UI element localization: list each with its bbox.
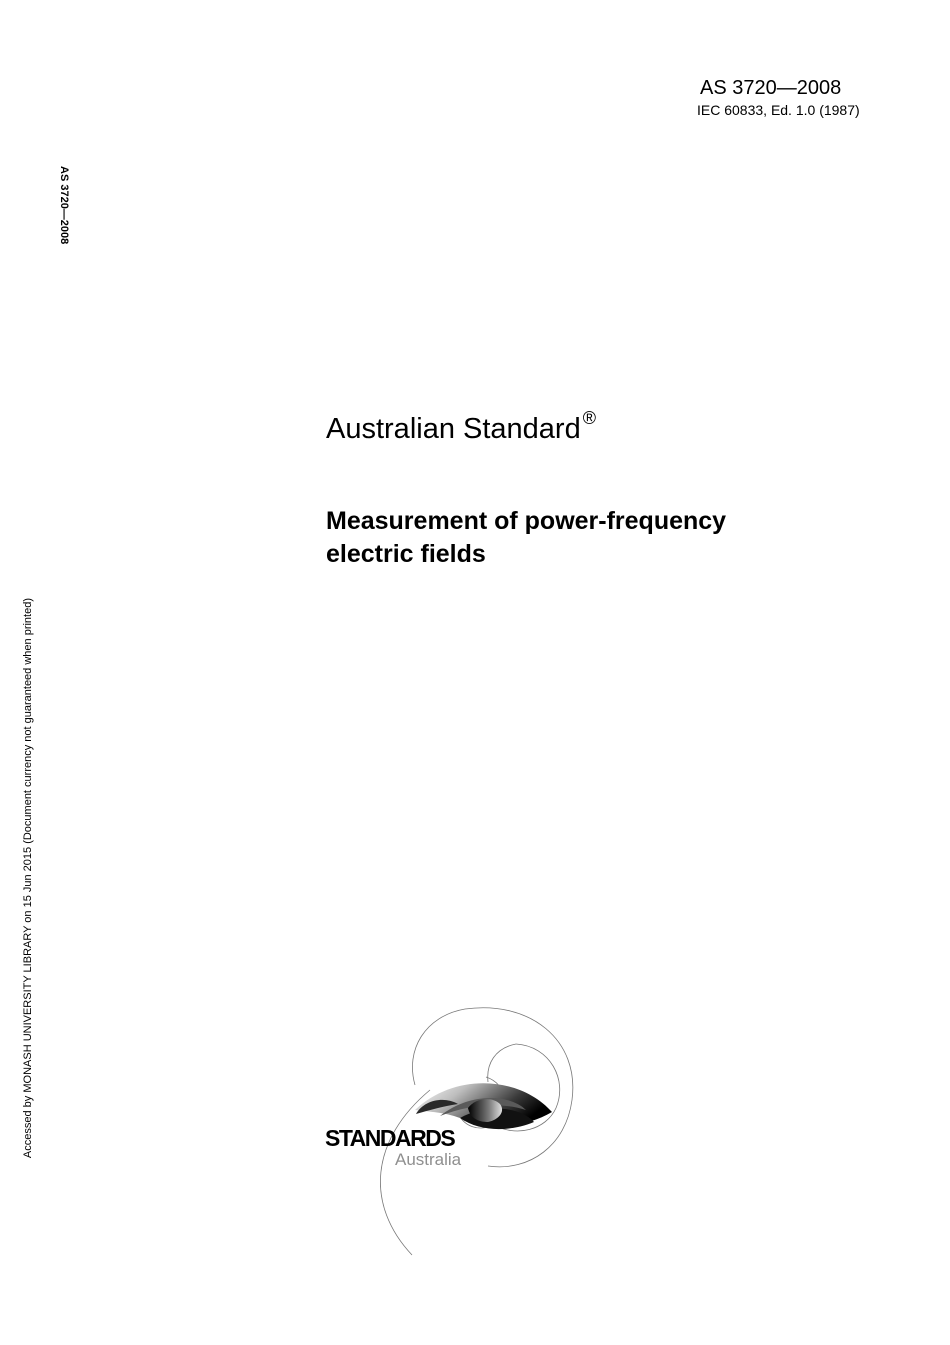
title-line-2: electric fields [326,540,486,568]
spine-standard-code: AS 3720—2008 [58,166,70,245]
title-line-1: Measurement of power-frequency [326,507,727,535]
access-note: Accessed by MONASH UNIVERSITY LIBRARY on 15 Jun 2015 (Document currency not guaranteed when printed) [22,598,34,1159]
logo-wordmark: STANDARDS [325,1125,455,1151]
series-label: Australian Standard [326,413,581,445]
series-heading [326,400,596,447]
registered-mark: ® [582,408,596,428]
document-title [326,505,886,571]
standard-number: AS 3720—2008 [700,77,842,99]
logo-subtitle: Australia [395,1150,462,1169]
iec-reference: IEC 60833, Ed. 1.0 (1987) [697,102,860,118]
